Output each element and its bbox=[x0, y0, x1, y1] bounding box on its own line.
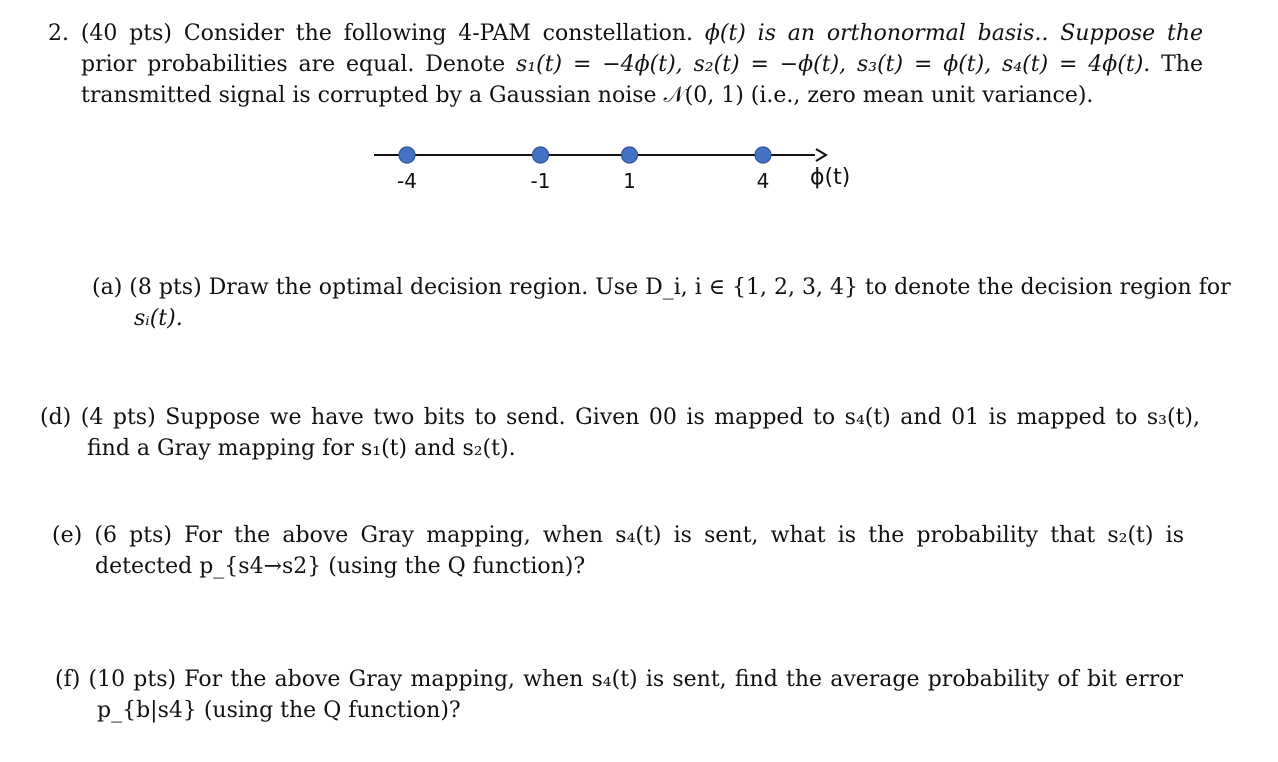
problem-statement bbox=[48, 18, 1203, 111]
constellation-tick-label: 1 bbox=[623, 169, 636, 193]
constellation-tick-label: -4 bbox=[397, 169, 417, 193]
part-e-line-1 bbox=[52, 520, 1184, 551]
part-a-label: (a) bbox=[92, 275, 123, 300]
part-a-text: (8 pts) Draw the optimal decision region. Use D_i, i ∈ {1, 2, 3, 4} to denote the decision region for bbox=[129, 275, 1231, 300]
part-a bbox=[92, 272, 1231, 334]
constellation-points bbox=[397, 147, 771, 193]
part-d-line-2: find a Gray mapping for s₁(t) and s₂(t). bbox=[87, 436, 516, 461]
part-d-text: (4 pts) Suppose we have two bits to send. Given 00 is mapped to s₄(t) and 01 is mapped to s₃(t), bbox=[80, 405, 1201, 430]
constellation-point bbox=[399, 147, 415, 163]
part-f-label: (f) bbox=[55, 667, 81, 692]
constellation-point bbox=[533, 147, 549, 163]
part-f-text: (10 pts) For the above Gray mapping, when s₄(t) is sent, find the average probability of bit error bbox=[88, 667, 1183, 692]
problem-line1-basis: ϕ(t) is an orthonormal basis.. Suppose the bbox=[704, 21, 1204, 46]
problem-line2-math: s₁(t) = −4ϕ(t), s₂(t) = −ϕ(t), s₃(t) = ϕ(t), s₄(t) = 4ϕ(t). bbox=[516, 52, 1151, 77]
constellation-diagram bbox=[360, 140, 880, 200]
constellation-tick-label: -1 bbox=[530, 169, 551, 193]
part-e-text: (6 pts) For the above Gray mapping, when s₄(t) is sent, what is the probability that s₂(t) is bbox=[94, 523, 1184, 548]
constellation-point bbox=[622, 147, 638, 163]
problem-line2-text: prior probabilities are equal. Denote bbox=[81, 52, 506, 77]
part-d-line-1 bbox=[40, 402, 1200, 433]
part-f-line-1 bbox=[55, 664, 1183, 695]
problem-number: 2. bbox=[48, 21, 69, 46]
part-f bbox=[55, 664, 1183, 726]
part-d bbox=[40, 402, 1200, 464]
problem-line-2 bbox=[48, 49, 1203, 80]
part-f-line-2: p_{b|s4} (using the Q function)? bbox=[97, 698, 461, 723]
constellation-point bbox=[755, 147, 771, 163]
problem-line1-text: Consider the following 4-PAM constellation. bbox=[183, 21, 694, 46]
constellation-tick-label: 4 bbox=[756, 169, 770, 193]
part-e-line-2: detected p_{s4→s2} (using the Q function)? bbox=[95, 554, 586, 579]
problem-points: (40 pts) bbox=[80, 21, 172, 46]
problem-line2-end: The bbox=[1161, 52, 1203, 77]
axis-arrowhead bbox=[816, 149, 826, 161]
part-e bbox=[52, 520, 1184, 582]
axis-label: ϕ(t) bbox=[810, 165, 851, 190]
part-e-label: (e) bbox=[52, 523, 83, 548]
part-a-line-1 bbox=[92, 272, 1231, 303]
part-d-label: (d) bbox=[40, 405, 72, 430]
problem-line-1 bbox=[48, 18, 1203, 49]
part-a-line-2: sᵢ(t). bbox=[134, 306, 183, 331]
problem-line-3: transmitted signal is corrupted by a Gaussian noise 𝒩(0, 1) (i.e., zero mean unit variance). bbox=[81, 83, 1094, 108]
